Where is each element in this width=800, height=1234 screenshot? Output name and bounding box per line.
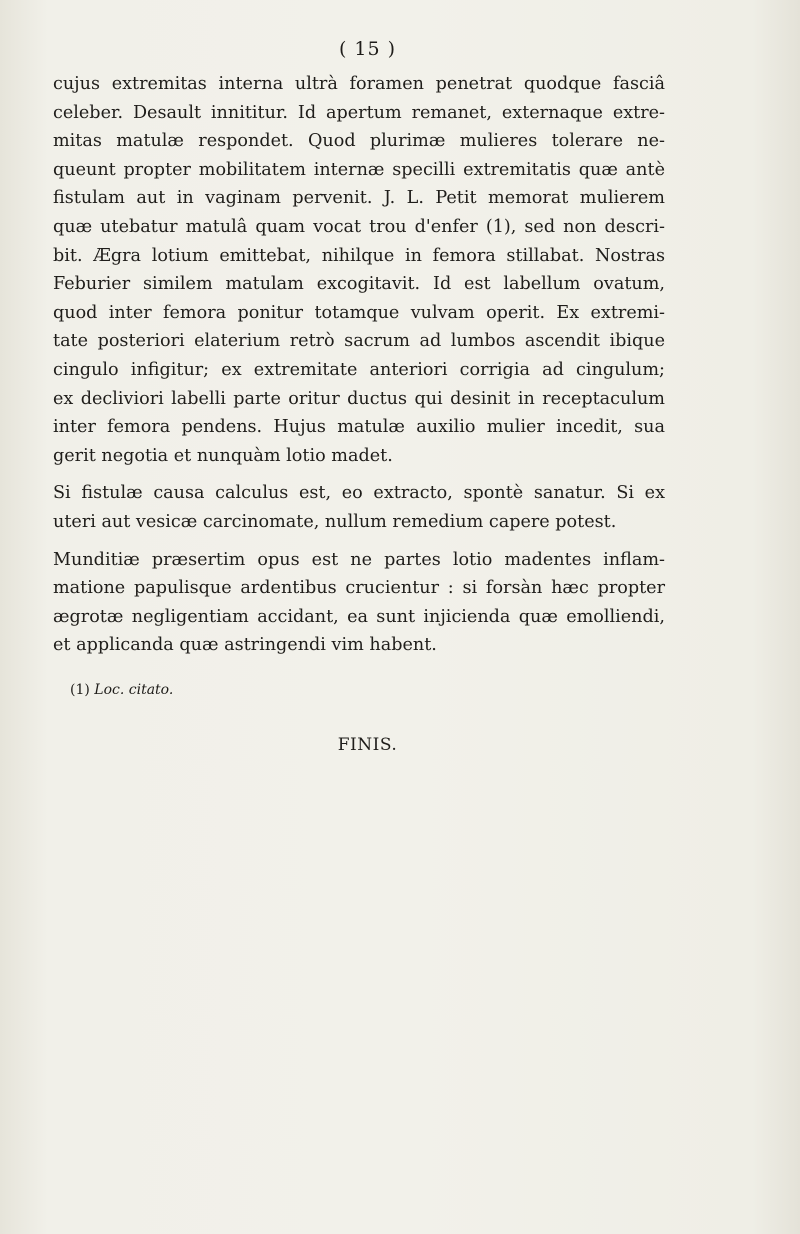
body-text — [53, 70, 665, 660]
text-line: fistulam aut in vaginam pervenit. J. L. Petit memorat mulierem — [53, 188, 665, 209]
text-line: et applicanda quæ astringendi vim habent. — [53, 635, 437, 656]
text-line: quæ utebatur matulâ quam vocat trou d'enfer (1), sed non descri- — [53, 216, 665, 237]
text-line: bit. Ægra lotium emittebat, nihilque in femora stillabat. Nostras — [53, 245, 665, 266]
paragraph-1 — [53, 70, 665, 470]
text-line: Feburier similem matulam excogitavit. Id est labellum ovatum, — [53, 274, 665, 295]
text-line: tate posteriori elaterium retrò sacrum ad lumbos ascendit ibique — [53, 331, 665, 352]
text-line: cujus extremitas interna ultrà foramen penetrat quodque fasciâ — [53, 74, 665, 94]
finis-label: FINIS. — [337, 735, 398, 755]
paragraph-3 — [53, 546, 665, 660]
text-line: ægrotæ negligentiam accidant, ea sunt injicienda quæ emolliendi, — [53, 606, 665, 627]
footnote — [70, 682, 173, 698]
text-line: mitas matulæ respondet. Quod plurimæ mulieres tolerare ne- — [53, 131, 665, 152]
page-number: ( 15 ) — [338, 38, 397, 60]
text-line: uteri aut vesicæ carcinomate, nullum remedium capere potest. — [53, 511, 617, 532]
paragraph-2 — [53, 479, 665, 536]
text-line: inter femora pendens. Hujus matulæ auxilio mulier incedit, sua — [53, 417, 665, 438]
text-line: ex decliviori labelli parte oritur ductus qui desinit in receptaculum — [53, 388, 665, 409]
text-line: celeber. Desault innititur. Id apertum remanet, externaque extre- — [53, 102, 665, 123]
footnote-marker: (1) — [70, 682, 90, 698]
text-line: quod inter femora ponitur totamque vulvam operit. Ex extremi- — [53, 302, 665, 323]
footnote-text: Loc. citato. — [94, 682, 174, 698]
text-line: queunt propter mobilitatem internæ specilli extremitatis quæ antè — [53, 159, 665, 180]
text-line: Si fistulæ causa calculus est, eo extracto, spontè sanatur. Si ex — [53, 483, 665, 504]
text-line: gerit negotia et nunquàm lotio madet. — [53, 445, 393, 466]
text-line: Munditiæ præsertim opus est ne partes lotio madentes inflam- — [53, 549, 665, 570]
text-line: matione papulisque ardentibus crucientur : si forsàn hæc propter — [53, 578, 665, 599]
text-line: cingulo infigitur; ex extremitate anteriori corrigia ad cingulum; — [53, 359, 665, 380]
